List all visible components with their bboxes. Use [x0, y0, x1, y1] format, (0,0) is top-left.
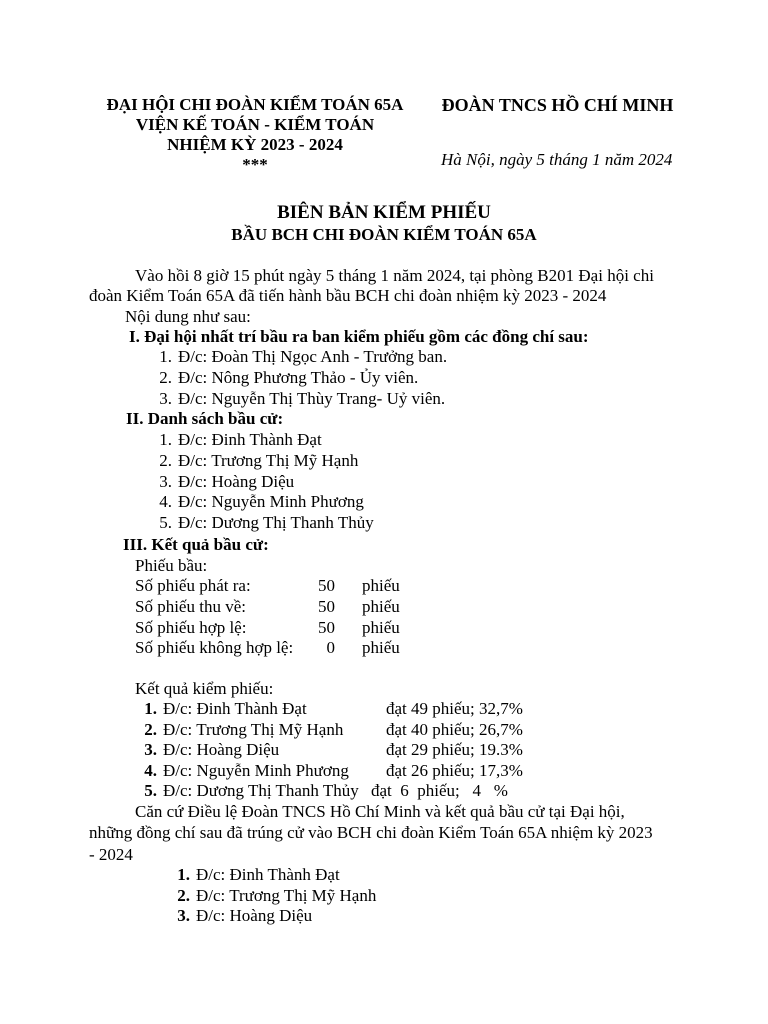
union-title: ĐOÀN TNCS HỒ CHÍ MINH [441, 95, 674, 115]
institute-name: VIỆN KẾ TOÁN - KIỂM TOÁN [135, 115, 375, 134]
result-row: 2. Đ/c: Trương Thị Mỹ Hạnh [144, 720, 344, 739]
elected-item: 2. Đ/c: Trương Thị Mỹ Hạnh [177, 886, 377, 905]
ballot-unit: phiếu [362, 618, 400, 637]
result-row: 5. Đ/c: Dương Thị Thanh Thủy [144, 781, 359, 800]
ballot-unit: phiếu [362, 576, 400, 595]
result-value: đạt 40 phiếu; 26,7% [386, 720, 523, 739]
document-title: BIÊN BẢN KIỂM PHIẾU [277, 202, 491, 223]
list-item: 2. Đ/c: Nông Phương Thảo - Ủy viên. [159, 368, 419, 387]
intro-line-1: Vào hồi 8 giờ 15 phút ngày 5 tháng 1 năm 2024, tại phòng B201 Đại hội chi [135, 266, 654, 285]
result-value: đạt 49 phiếu; 32,7% [386, 699, 523, 718]
section-2-heading: II. Danh sách bầu cử: [126, 409, 284, 428]
list-item: 1. Đ/c: Đoàn Thị Ngọc Anh - Trưởng ban. [159, 347, 448, 366]
results-label: Kết quả kiểm phiếu: [135, 679, 274, 698]
list-item: 1. Đ/c: Đinh Thành Đạt [159, 430, 322, 449]
conclusion-line-3: - 2024 [89, 845, 133, 864]
ballot-row: Số phiếu phát ra: [135, 576, 251, 595]
list-item: 3. Đ/c: Nguyễn Thị Thùy Trang- Uỷ viên. [159, 389, 446, 408]
ballot-value: 50 [318, 597, 335, 616]
date-line: Hà Nội, ngày 5 tháng 1 năm 2024 [441, 150, 673, 169]
section-3-heading: III. Kết quả bầu cử: [123, 535, 269, 554]
ballot-value: 0 [326, 638, 335, 657]
result-row: 1. Đ/c: Đinh Thành Đạt [144, 699, 307, 718]
list-item: 5. Đ/c: Dương Thị Thanh Thủy [159, 513, 374, 532]
list-item: 4. Đ/c: Nguyễn Minh Phương [159, 492, 364, 511]
result-value: đạt 29 phiếu; 19.3% [386, 740, 523, 759]
ballot-value: 50 [318, 576, 335, 595]
result-row: 4. Đ/c: Nguyễn Minh Phương [144, 761, 349, 780]
list-item: 3. Đ/c: Hoàng Diệu [159, 472, 295, 491]
intro-line-3: Nội dung như sau: [125, 307, 251, 326]
ballot-row: Số phiếu thu về: [135, 597, 246, 616]
elected-item: 3. Đ/c: Hoàng Diệu [177, 906, 313, 925]
result-row: 3. Đ/c: Hoàng Diệu [144, 740, 280, 759]
term-label: NHIỆM KỲ 2023 - 2024 [167, 135, 343, 154]
section-1-heading: I. Đại hội nhất trí bầu ra ban kiểm phiếu gồm các đồng chí sau: [129, 327, 589, 346]
conclusion-line-1: Căn cứ Điều lệ Đoàn TNCS Hồ Chí Minh và kết quả bầu cử tại Đại hội, [135, 802, 625, 821]
ballot-row: Số phiếu hợp lệ: [135, 618, 247, 637]
ballots-label: Phiếu bầu: [135, 556, 208, 575]
list-item: 2. Đ/c: Trương Thị Mỹ Hạnh [159, 451, 359, 470]
ballot-row: Số phiếu không hợp lệ: [135, 638, 294, 657]
conclusion-line-2: những đồng chí sau đã trúng cử vào BCH chi đoàn Kiểm Toán 65A nhiệm kỳ 2023 [89, 823, 653, 842]
ballot-unit: phiếu [362, 597, 400, 616]
result-value: đạt 6 phiếu; 4 % [371, 781, 508, 800]
result-value: đạt 26 phiếu; 17,3% [386, 761, 523, 780]
ballot-value: 50 [318, 618, 335, 637]
congress-name: ĐẠI HỘI CHI ĐOÀN KIỂM TOÁN 65A [106, 95, 404, 114]
header-stars: *** [242, 155, 268, 174]
ballot-unit: phiếu [362, 638, 400, 657]
document-subtitle: BẦU BCH CHI ĐOÀN KIỂM TOÁN 65A [231, 225, 537, 244]
org-header-left [80, 95, 430, 175]
elected-item: 1. Đ/c: Đinh Thành Đạt [177, 865, 340, 884]
intro-line-2: đoàn Kiểm Toán 65A đã tiến hành bầu BCH chi đoàn nhiệm kỳ 2023 - 2024 [89, 286, 607, 305]
